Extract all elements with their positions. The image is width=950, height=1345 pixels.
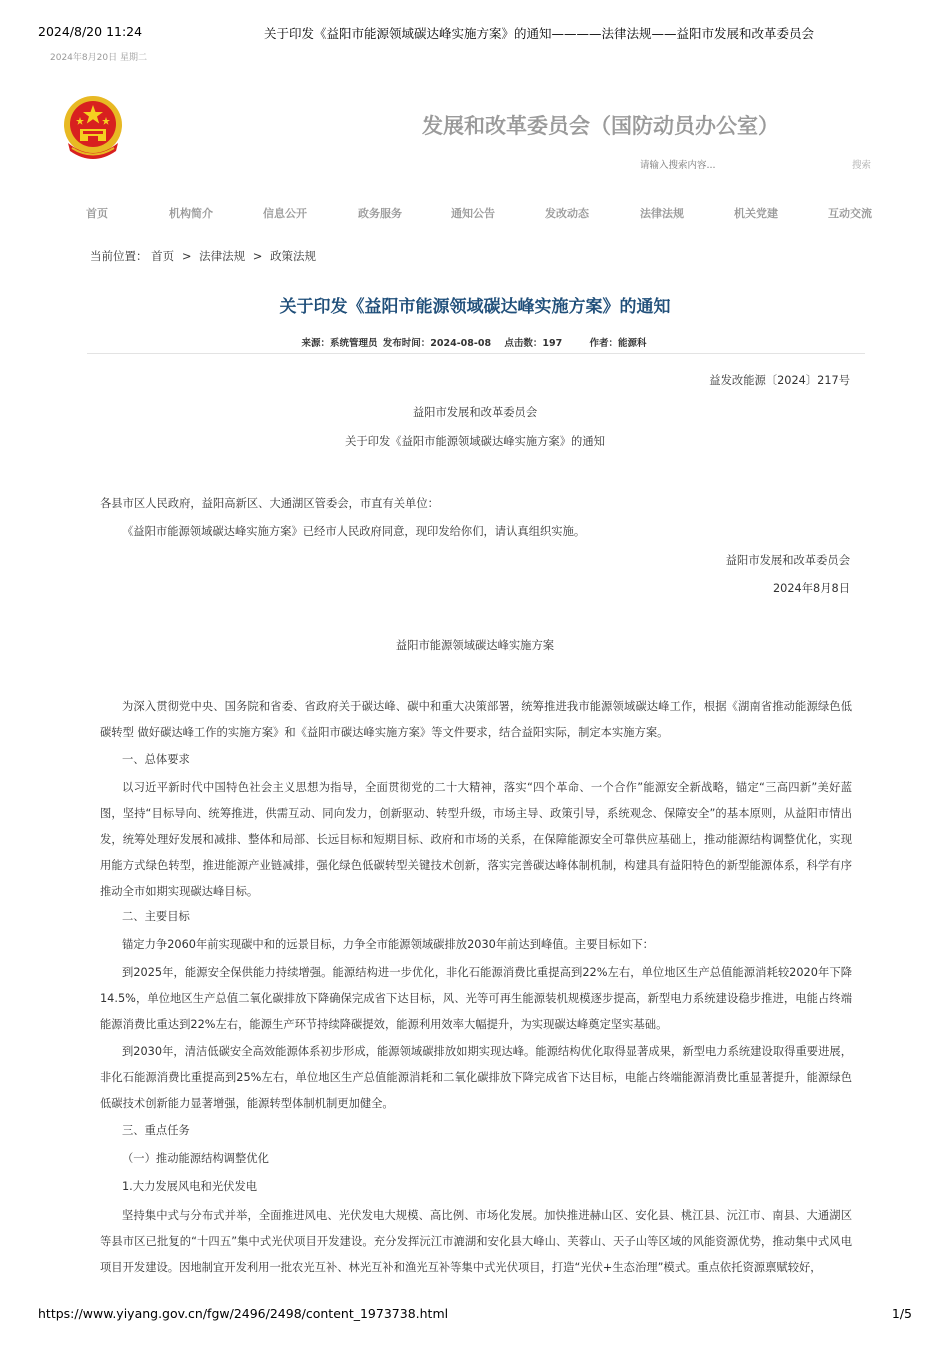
- meta-source: 来源：系统管理员: [301, 338, 378, 349]
- search-input[interactable]: [636, 156, 854, 174]
- goal-2030-paragraph: 到2030年，清洁低碳安全高效能源体系初步形成，能源领域碳排放如期实现达峰。能源结构优化取得显著成果，新型电力系统建设取得重要进展，非化石能源消费比重提高到25%左右，单位地区生产总值能源消耗和二氧化碳排放下降完成省下达目标，电能占终端能源消费比重显著提升，能源绿色低碳技术创新能力显著增强，能源转型体制机制更加健全。: [100, 1045, 852, 1110]
- print-doc-title: 关于印发《益阳市能源领域碳达峰实施方案》的通知————法律法规——益阳市发展和改革委员会: [264, 26, 815, 41]
- section-heading: 二、主要目标: [122, 910, 190, 923]
- notice-body: 《益阳市能源领域碳达峰实施方案》已经市人民政府同意，现印发给你们，请认真组织实施。: [122, 525, 586, 538]
- breadcrumb-home[interactable]: 首页: [151, 249, 175, 263]
- issuer: 益阳市发展和改革委员会: [412, 406, 538, 419]
- meta-published: 发布时间：2024-08-08: [382, 338, 492, 349]
- plan-title: 益阳市能源领域碳达峰实施方案: [395, 639, 555, 652]
- subsection-heading: （一）推动能源结构调整优化: [122, 1152, 269, 1165]
- nav-item-party[interactable]: 机关党建: [734, 207, 778, 220]
- meta-author: 作者：能源科: [589, 338, 647, 349]
- search-button[interactable]: 搜索: [852, 157, 871, 171]
- article-title: 关于印发《益阳市能源领域碳达峰实施方案》的通知: [279, 297, 671, 317]
- site-title: 发展和改革委员会（国防动员办公室）: [422, 114, 779, 138]
- date-line: 2024年8月20日 星期二: [50, 53, 147, 63]
- national-emblem-icon: [58, 93, 128, 165]
- nav-item-about[interactable]: 机构简介: [169, 207, 213, 220]
- item-heading: 1.大力发展风电和光伏发电: [122, 1180, 258, 1193]
- sign-date: 2024年8月8日: [772, 582, 850, 595]
- nav-item-services[interactable]: 政务服务: [358, 207, 402, 220]
- general-requirements-paragraph: 以习近平新时代中国特色社会主义思想为指导，全面贯彻党的二十大精神，落实“四个革命、一个合作”能源安全新战略，锚定“三高四新”美好蓝图，坚持“目标导向、统筹推进，供需互动、同向发力，创新驱动、转型升级，市场主导、政策引导，系统观念、保障安全”的基本原则，从益阳市情出发，统筹处理好发展和减排、整体和局部、长远目标和短期目标、政府和市场的关系，在保障能源安全可靠供应基础上，推动能源结构调整优化，实现用能方式绿色转型，推进能源产业链减排，强化绿色低碳转型关键技术创新，落实完善碳达峰体制机制，构建具有益阳特色的新型能源体系，科学有序推动全市如期实现碳达峰目标。: [100, 781, 852, 898]
- print-datetime: 2024/8/20 11:24: [38, 24, 143, 39]
- nav-item-home[interactable]: 首页: [86, 207, 108, 220]
- doc-number: 益发改能源〔2024〕217号: [709, 374, 850, 387]
- nav-item-interaction[interactable]: 互动交流: [828, 207, 872, 220]
- breadcrumb: [90, 248, 316, 264]
- print-url: https://www.yiyang.gov.cn/fgw/2496/2498/content_1973738.html: [38, 1306, 449, 1321]
- wind-solar-paragraph: 坚持集中式与分布式并举，全面推进风电、光伏发电大规模、高比例、市场化发展。加快推进赫山区、安化县、桃江县、沅江市、南县、大通湖区等县市区已批复的“十四五”集中式光伏项目开发建设。充分发挥沅江市漉湖和安化县大峰山、芙蓉山、天子山等区域的风能资源优势，推动集中式风电项目开发建设。因地制宜开发利用一批农光互补、林光互补和渔光互补等集中式光伏项目，打造“光伏+生态治理”模式。重点依托资源禀赋较好，: [100, 1209, 852, 1274]
- nav-item-laws[interactable]: 法律法规: [640, 207, 684, 220]
- addressee: 各县市区人民政府，益阳高新区、大通湖区管委会，市直有关单位：: [100, 497, 439, 510]
- print-page-number: 1/5: [891, 1306, 912, 1321]
- nav-item-notices[interactable]: 通知公告: [451, 207, 495, 220]
- section-heading: 三、重点任务: [122, 1124, 190, 1137]
- breadcrumb-policies[interactable]: 政策法规: [270, 249, 317, 263]
- goal-2025-paragraph: 到2025年，能源安全保供能力持续增强。能源结构进一步优化，非化石能源消费比重提高到22%左右，单位地区生产总值能源消耗较2020年下降14.5%，单位地区生产总值二氧化碳排放下降确保完成省下达目标，风、光等可再生能源装机规模逐步提高，新型电力系统建设稳步推进，电能占终端能源消费比重达到22%左右，能源生产环节持续降碳提效，能源利用效率大幅提升，为实现碳达峰奠定坚实基础。: [100, 966, 852, 1031]
- main-nav: [70, 205, 900, 221]
- notice-title: 关于印发《益阳市能源领域碳达峰实施方案》的通知: [345, 435, 605, 448]
- section-heading: 一、总体要求: [122, 753, 190, 766]
- nav-item-news[interactable]: 发改动态: [545, 207, 589, 220]
- breadcrumb-separator: >: [181, 249, 192, 263]
- nav-item-info[interactable]: 信息公开: [263, 207, 307, 220]
- sign-org: 益阳市发展和改革委员会: [725, 554, 850, 567]
- title-divider: [87, 353, 865, 354]
- breadcrumb-separator: >: [252, 249, 263, 263]
- goals-lead: 锚定力争2060年前实现碳中和的远景目标，力争全市能源领域碳排放2030年前达到峰值。主要目标如下：: [122, 938, 654, 951]
- meta-clicks: 点击数：197: [504, 338, 563, 349]
- intro-paragraph: 为深入贯彻党中央、国务院和省委、省政府关于碳达峰、碳中和重大决策部署，统筹推进我市能源领域碳达峰工作，根据《湖南省推动能源绿色低碳转型 做好碳达峰工作的实施方案》和《益阳市碳达峰实施方案》等文件要求，结合益阳实际，制定本实施方案。: [100, 700, 852, 739]
- breadcrumb-prefix: 当前位置：: [90, 249, 148, 263]
- breadcrumb-laws[interactable]: 法律法规: [199, 249, 246, 263]
- article-meta: [0, 335, 950, 349]
